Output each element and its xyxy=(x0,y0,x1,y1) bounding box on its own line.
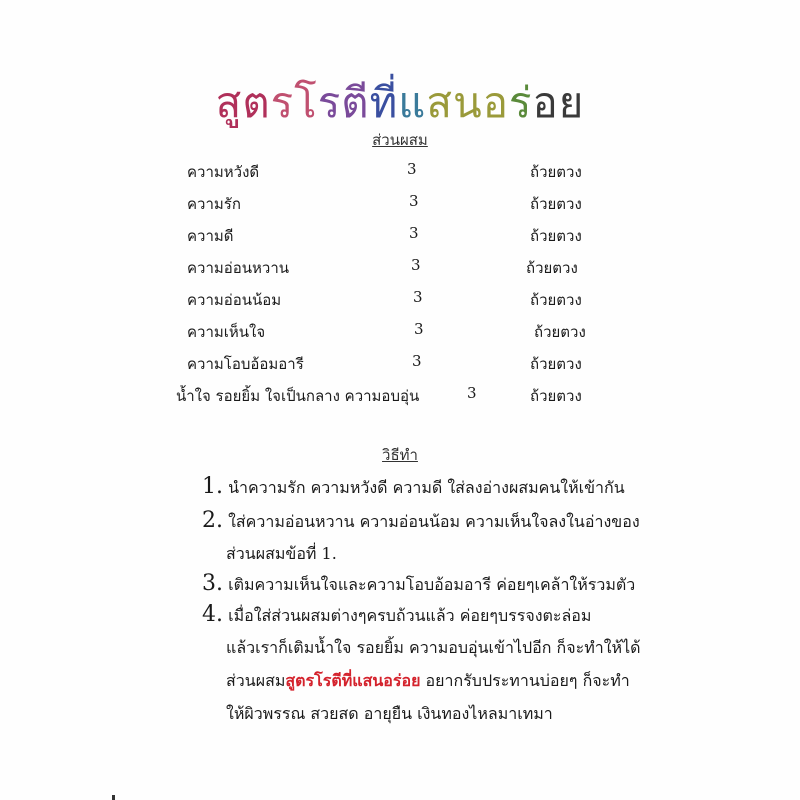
step-number: 4. xyxy=(202,602,223,627)
title-char: น xyxy=(452,78,483,127)
ingredient-row xyxy=(0,288,800,314)
title-char: ร xyxy=(270,78,295,127)
ingredient-row xyxy=(0,160,800,186)
ingredient-qty: 3 xyxy=(414,320,424,338)
method-heading: วิธีทำ xyxy=(382,446,418,464)
ingredient-unit: ถ้วยตวง xyxy=(526,259,578,277)
ingredient-name: ความอ่อนน้อม xyxy=(187,291,282,309)
step-3 xyxy=(202,571,635,598)
step-4-line-4: ให้ผิวพรรณ สวยสด อายุยืน เงินทองไหลมาเทมา xyxy=(226,704,553,723)
step-number: 2. xyxy=(202,508,223,533)
title-char: โ xyxy=(294,78,318,127)
ingredient-row xyxy=(0,224,800,250)
step-2-continued: ส่วนผสมข้อที่ 1. xyxy=(226,544,337,563)
step-text: เติมความเห็นใจและความโอบอ้อมอารี ค่อยๆเคล้าให้รวมตัว xyxy=(228,575,636,594)
title-char: ส xyxy=(426,78,453,127)
ingredient-row xyxy=(0,352,800,378)
title-char: แ xyxy=(398,78,427,127)
step-1 xyxy=(202,474,625,501)
step-4 xyxy=(202,602,591,629)
ingredient-unit: ถ้วยตวง xyxy=(530,291,582,309)
step-4-line-2: แล้วเราก็เติมน้ำใจ รอยยิ้ม ความอบอุ่นเข้าไปอีก ก็จะทำให้ได้ xyxy=(226,638,641,657)
title-char: ย xyxy=(558,78,585,127)
step-number: 1. xyxy=(202,474,223,499)
ingredient-qty: 3 xyxy=(409,192,419,210)
title-char: ส xyxy=(215,78,243,127)
ingredient-unit: ถ้วยตวง xyxy=(530,227,582,245)
ingredient-row xyxy=(0,320,800,346)
step-4-line-3 xyxy=(226,669,630,694)
ingredient-qty: 3 xyxy=(409,224,419,242)
ingredient-qty: 3 xyxy=(407,160,417,178)
title-char: ร xyxy=(508,78,533,127)
ingredient-unit: ถ้วยตวง xyxy=(530,387,582,405)
ingredients-heading: ส่วนผสม xyxy=(372,131,428,149)
title-char: ท xyxy=(369,78,399,127)
ingredient-row xyxy=(0,384,800,410)
ingredient-name: น้ำใจ รอยยิ้ม ใจเป็นกลาง ความอบอุ่น xyxy=(176,387,420,405)
title-char: อ xyxy=(482,78,509,127)
ingredient-unit: ถ้วยตวง xyxy=(534,323,586,341)
title-char: ร xyxy=(317,78,342,127)
step-text: เมื่อใส่ส่วนผสมต่างๆครบถ้วนแล้ว ค่อยๆบรรจงตะล่อม xyxy=(228,606,592,625)
title-char: ต xyxy=(242,78,271,127)
ingredient-name: ความเห็นใจ xyxy=(187,323,266,341)
ingredient-qty: 3 xyxy=(413,288,423,306)
corner-mark xyxy=(112,795,115,800)
ingredient-name: ความอ่อนหวาน xyxy=(187,259,290,277)
ingredient-name: ความดี xyxy=(187,227,234,245)
ingredient-name: ความโอบอ้อมอารี xyxy=(187,355,304,373)
ingredient-qty: 3 xyxy=(467,384,477,402)
ingredient-name: ความรัก xyxy=(187,195,241,213)
step-number: 3. xyxy=(202,571,223,596)
ingredient-qty: 3 xyxy=(412,352,422,370)
ingredient-row xyxy=(0,192,800,218)
ingredient-unit: ถ้วยตวง xyxy=(530,163,582,181)
title-char: ต xyxy=(341,78,370,127)
ingredient-row xyxy=(0,256,800,282)
title-char: อ xyxy=(532,78,559,127)
step-text: นำความรัก ความหวังดี ความดี ใส่ลงอ่างผสมคนให้เข้ากัน xyxy=(228,478,625,497)
ingredient-unit: ถ้วยตวง xyxy=(530,355,582,373)
ingredient-name: ความหวังดี xyxy=(187,163,260,181)
page-title xyxy=(0,70,800,136)
step-text: ใส่ความอ่อนหวาน ความอ่อนน้อม ความเห็นใจลงในอ่างของ xyxy=(228,512,640,531)
step-text: ส่วนผสม xyxy=(226,671,286,690)
recipe-name-highlight: สูตรโรตีที่แสนอร่อย xyxy=(285,671,421,690)
ingredient-unit: ถ้วยตวง xyxy=(530,195,582,213)
step-2 xyxy=(202,508,640,535)
step-text: อยากรับประทานบ่อยๆ ก็จะทำ xyxy=(420,671,630,690)
ingredient-qty: 3 xyxy=(411,256,421,274)
